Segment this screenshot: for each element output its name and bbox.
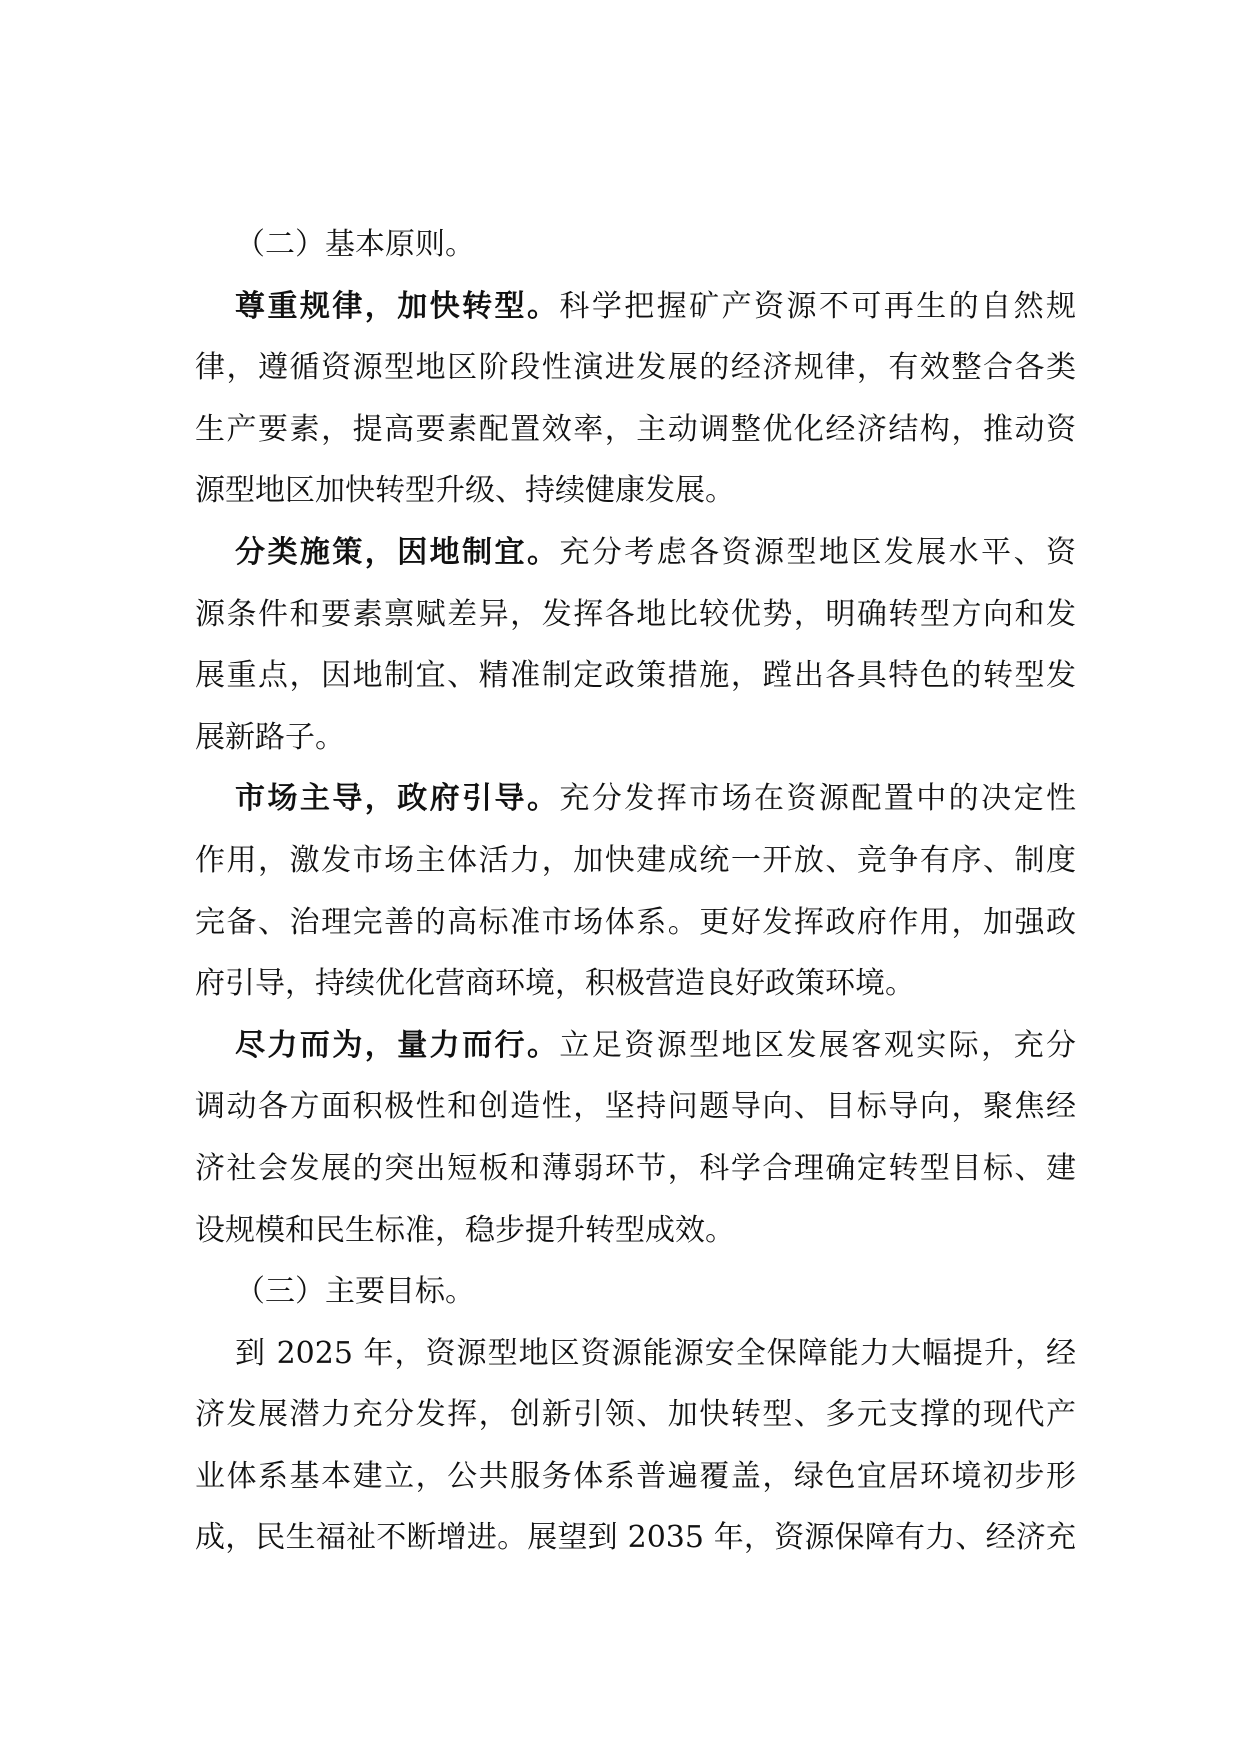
paragraph-line: 完备、治理完善的高标准市场体系。更好发挥政府作用，加强政 bbox=[195, 904, 1076, 940]
paragraph-line: 源条件和要素禀赋差异，发挥各地比较优势，明确转型方向和发 bbox=[195, 596, 1076, 632]
paragraph-line: 设规模和民生标准，稳步提升转型成效。 bbox=[195, 1212, 735, 1248]
paragraph-market-led bbox=[195, 768, 1076, 1014]
paragraph-respect-laws bbox=[195, 276, 1076, 522]
paragraph-lead: 尽力而为，量力而行。 bbox=[235, 1027, 560, 1063]
document-page bbox=[195, 214, 1076, 1569]
section-heading-basic-principles: （二）基本原则。 bbox=[235, 227, 475, 262]
paragraph-line: 生产要素，提高要素配置效率，主动调整优化经济结构，推动资 bbox=[195, 411, 1076, 447]
paragraph-line: 济社会发展的突出短板和薄弱环节，科学合理确定转型目标、建 bbox=[195, 1150, 1076, 1186]
paragraph-line: 济发展潜力充分发挥，创新引领、加快转型、多元支撑的现代产 bbox=[195, 1397, 1076, 1433]
paragraph-line: 展重点，因地制宜、精准制定政策措施，蹚出各具特色的转型发 bbox=[195, 658, 1076, 694]
paragraph-text: 科学把握矿产资源不可再生的自然规 bbox=[559, 288, 1077, 324]
paragraph-line: 调动各方面积极性和创造性，坚持问题导向、目标导向，聚焦经 bbox=[195, 1089, 1076, 1125]
paragraph-line: 业体系基本建立，公共服务体系普遍覆盖，绿色宜居环境初步形 bbox=[195, 1458, 1076, 1494]
paragraph-lead: 分类施策，因地制宜。 bbox=[235, 534, 560, 570]
paragraph-line: 成，民生福祉不断增进。展望到 2035 年，资源保障有力、经济充 bbox=[195, 1520, 1076, 1556]
section-heading-main-goals: （三）主要目标。 bbox=[235, 1274, 475, 1310]
paragraph-do-best bbox=[195, 1015, 1076, 1261]
paragraph-lead: 尊重规律，加快转型。 bbox=[235, 288, 560, 324]
paragraph-line: 府引导，持续优化营商环境，积极营造良好政策环境。 bbox=[195, 966, 915, 1002]
paragraph-lead: 市场主导，政府引导。 bbox=[235, 781, 560, 817]
paragraph-line: 到 2025 年，资源型地区资源能源安全保障能力大幅提升，经 bbox=[235, 1335, 1076, 1371]
paragraph-line: 作用，激发市场主体活力，加快建成统一开放、竞争有序、制度 bbox=[195, 842, 1076, 878]
paragraph-text: 立足资源型地区发展客观实际，充分 bbox=[559, 1027, 1077, 1063]
paragraph-line: 律，遵循资源型地区阶段性演进发展的经济规律，有效整合各类 bbox=[195, 350, 1076, 386]
paragraph-classified-policies bbox=[195, 522, 1076, 768]
paragraph-line: 源型地区加快转型升级、持续健康发展。 bbox=[195, 473, 735, 509]
paragraph-text: 充分发挥市场在资源配置中的决定性 bbox=[559, 781, 1077, 817]
paragraph-line: 展新路子。 bbox=[195, 719, 345, 755]
paragraph-goals bbox=[195, 1323, 1076, 1569]
paragraph-text: 充分考虑各资源型地区发展水平、资 bbox=[559, 534, 1077, 570]
